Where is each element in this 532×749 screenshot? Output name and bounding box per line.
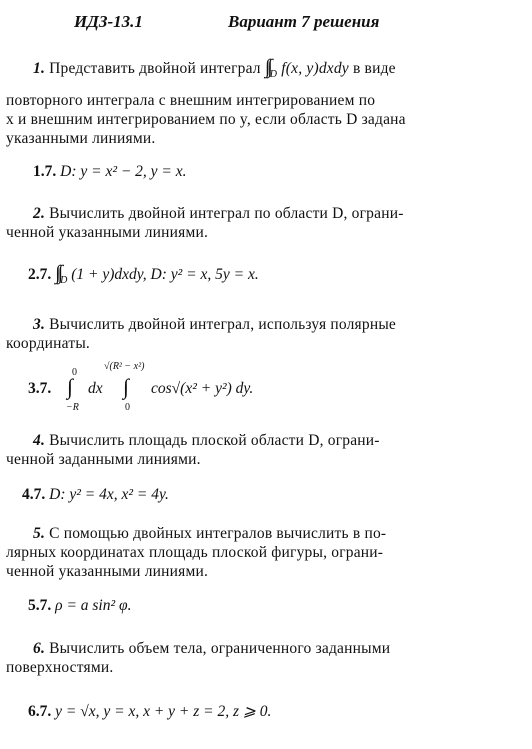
task-1-line-4: указанными линиями.: [6, 130, 156, 147]
task-1-text-b: в виде: [352, 60, 396, 77]
answer-5-text: ρ = a sin² φ.: [55, 597, 132, 614]
task-6-number: 6.: [33, 640, 46, 657]
task-1-line-1: [33, 58, 503, 84]
answer-1-text: D: y = x² − 2, y = x.: [60, 163, 187, 180]
task-2-line-1: [33, 205, 503, 223]
task-3-number: 3.: [33, 316, 46, 333]
task-3-text-a: Вычислить двойной интеграл, используя полярные: [49, 316, 397, 333]
task-3-line-2: координаты.: [6, 335, 91, 352]
task-4-text-a: Вычислить площадь плоской области D, ограни-: [49, 432, 380, 449]
answer-5: [28, 597, 131, 615]
task-2-text-a: Вычислить двойной интеграл по области D, ограни-: [49, 205, 404, 222]
task-5-line-2: лярных координатах площадь плоской фигуры, ограни-: [6, 544, 384, 561]
task-5-line-1: [33, 525, 503, 543]
header-variant: Вариант 7 решения: [228, 12, 380, 31]
task-3-line-1: [33, 316, 503, 334]
answer-3-number: 3.7.: [28, 380, 52, 397]
answer-1-number: 1.7.: [33, 163, 57, 180]
task-6-line-2: поверхностями.: [6, 659, 114, 676]
task-1-text-a: Представить двойной интеграл: [49, 60, 261, 77]
integral-icon: ∫: [123, 374, 130, 399]
task-1-integrand: f(x, y)dxdy: [281, 60, 349, 77]
answer-2: [28, 262, 259, 286]
answer-5-number: 5.7.: [28, 597, 52, 614]
answer-6: [28, 702, 271, 721]
task-5-line-3: ченной указанными линиями.: [6, 563, 209, 580]
inner-lower-limit: 0: [125, 402, 130, 413]
task-5-number: 5.: [33, 525, 46, 542]
task-2-number: 2.: [33, 205, 46, 222]
task-6-line-1: [33, 640, 503, 658]
task-4-line-1: [33, 432, 503, 450]
answer-6-text: y = √x, y = x, x + y + z = 2, z ⩾ 0.: [55, 703, 272, 720]
task-5-text-a: С помощью двойных интегралов вычислить в по-: [49, 525, 387, 542]
inner-upper-limit: √(R² − x²): [104, 361, 145, 372]
outer-lower-limit: −R: [66, 402, 79, 413]
task-6-text-a: Вычислить объем тела, ограниченного заданными: [49, 640, 391, 657]
task-4-line-2: ченной заданными линиями.: [6, 451, 201, 468]
answer-4-number: 4.7.: [22, 486, 46, 503]
outer-differential: dx: [88, 380, 103, 397]
answer-4: [22, 486, 169, 504]
task-1-domain: D: [269, 69, 278, 81]
inner-integrand: cos√(x² + y²) dy.: [151, 380, 254, 397]
double-integral-icon: ∫∫: [55, 262, 61, 284]
task-4-number: 4.: [33, 432, 46, 449]
header-id: ИДЗ-13.1: [74, 12, 143, 31]
task-2-line-2: ченной указанными линиями.: [6, 224, 209, 241]
outer-upper-limit: 0: [72, 367, 77, 378]
answer-6-number: 6.7.: [28, 703, 52, 720]
answer-1: [33, 163, 187, 181]
page-header: [0, 12, 532, 34]
answer-2-number: 2.7.: [28, 266, 52, 283]
integral-icon: ∫: [67, 374, 74, 399]
task-1-number: 1.: [33, 60, 46, 77]
answer-2-integrand: (1 + y)dxdy,: [71, 266, 147, 283]
task-1-line-2: повторного интеграла с внешним интегрированием по: [6, 92, 376, 109]
answer-2-domain: D: [60, 275, 68, 287]
answer-2-text: D: y² = x, 5y = x.: [150, 266, 259, 283]
task-1-line-3: x и внешним интегрированием по y, если область D задана: [6, 111, 406, 128]
answer-4-text: D: y² = 4x, x² = 4y.: [49, 486, 169, 503]
double-integral-icon: ∫∫: [264, 56, 270, 78]
